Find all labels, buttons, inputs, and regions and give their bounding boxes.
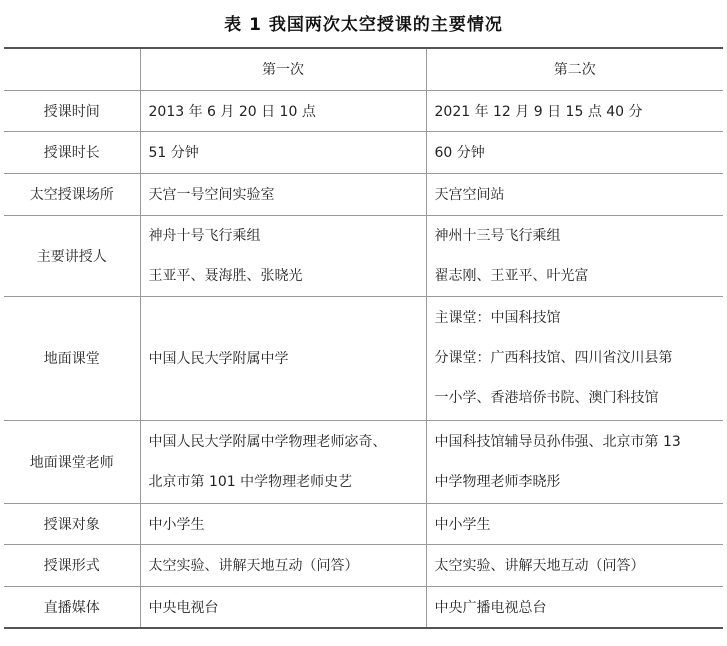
table-row bbox=[4, 90, 723, 131]
row-label: 授课形式 bbox=[4, 544, 140, 586]
cell-line: 中国科技馆辅导员孙伟强、北京市第 13 bbox=[434, 433, 681, 450]
cell-second bbox=[426, 586, 723, 628]
cell-second bbox=[426, 90, 723, 131]
cell-line: 北京市第 101 中学物理老师史艺 bbox=[148, 473, 353, 490]
cell-line: 神州十三号飞行乘组 bbox=[434, 227, 561, 244]
cell-first bbox=[140, 503, 426, 544]
cell-line: 中学物理老师李晓彤 bbox=[434, 473, 561, 490]
cell-line: 2013 年 6 月 20 日 10 点 bbox=[148, 103, 316, 120]
row-label: 直播媒体 bbox=[4, 586, 140, 628]
cell-first bbox=[140, 420, 426, 503]
cell-line: 中国人民大学附属中学 bbox=[148, 351, 289, 367]
header-cell-second: 第二次 bbox=[426, 48, 723, 90]
table-row bbox=[4, 420, 723, 503]
cell-line: 51 分钟 bbox=[148, 145, 199, 161]
cell-first bbox=[140, 131, 426, 173]
cell-line: 中国人民大学附属中学物理老师宓奇、 bbox=[148, 433, 387, 450]
cell-line: 翟志刚、王亚平、叶光富 bbox=[434, 267, 589, 284]
cell-line: 中小学生 bbox=[148, 516, 205, 533]
table-row bbox=[4, 544, 723, 586]
cell-line: 分课堂：广西科技馆、四川省汶川县第 bbox=[434, 350, 673, 366]
cell-second bbox=[426, 296, 723, 420]
row-label: 授课时间 bbox=[4, 90, 140, 131]
cell-second bbox=[426, 503, 723, 544]
table-header-row bbox=[4, 48, 723, 90]
row-label: 授课时长 bbox=[4, 131, 140, 173]
cell-line: 2021 年 12 月 9 日 15 点 40 分 bbox=[434, 103, 643, 120]
cell-first bbox=[140, 173, 426, 215]
cell-line: 一小学、香港培侨书院、澳门科技馆 bbox=[434, 390, 659, 406]
cell-second bbox=[426, 544, 723, 586]
cell-line: 天宫一号空间实验室 bbox=[148, 187, 275, 203]
table-row bbox=[4, 586, 723, 628]
cell-line: 中小学生 bbox=[434, 516, 491, 533]
header-cell-empty bbox=[4, 48, 140, 90]
cell-second bbox=[426, 420, 723, 503]
cell-line: 60 分钟 bbox=[434, 145, 485, 161]
table-title: 表 1 我国两次太空授课的主要情况 bbox=[224, 15, 503, 35]
cell-second bbox=[426, 131, 723, 173]
cell-line: 神舟十号飞行乘组 bbox=[148, 227, 261, 244]
cell-first bbox=[140, 544, 426, 586]
row-label: 太空授课场所 bbox=[4, 173, 140, 215]
table-row bbox=[4, 215, 723, 296]
cell-line: 太空实验、讲解天地互动（问答） bbox=[434, 558, 645, 574]
cell-first bbox=[140, 586, 426, 628]
cell-first bbox=[140, 90, 426, 131]
table-row bbox=[4, 503, 723, 544]
cell-line: 主课堂：中国科技馆 bbox=[434, 310, 561, 326]
cell-first bbox=[140, 215, 426, 296]
cell-line: 太空实验、讲解天地互动（问答） bbox=[148, 558, 359, 574]
table-row bbox=[4, 296, 723, 420]
cell-second bbox=[426, 173, 723, 215]
cell-line: 中央广播电视总台 bbox=[434, 599, 547, 616]
row-label: 主要讲授人 bbox=[4, 215, 140, 296]
cell-second bbox=[426, 215, 723, 296]
cell-first bbox=[140, 296, 426, 420]
row-label: 地面课堂老师 bbox=[4, 420, 140, 503]
row-label: 授课对象 bbox=[4, 503, 140, 544]
header-cell-first: 第一次 bbox=[140, 48, 426, 90]
table-row bbox=[4, 131, 723, 173]
cell-line: 中央电视台 bbox=[148, 599, 219, 616]
cell-line: 天宫空间站 bbox=[434, 187, 505, 203]
row-label: 地面课堂 bbox=[4, 296, 140, 420]
table-row bbox=[4, 173, 723, 215]
comparison-table bbox=[4, 47, 723, 629]
cell-line: 王亚平、聂海胜、张晓光 bbox=[148, 267, 303, 284]
